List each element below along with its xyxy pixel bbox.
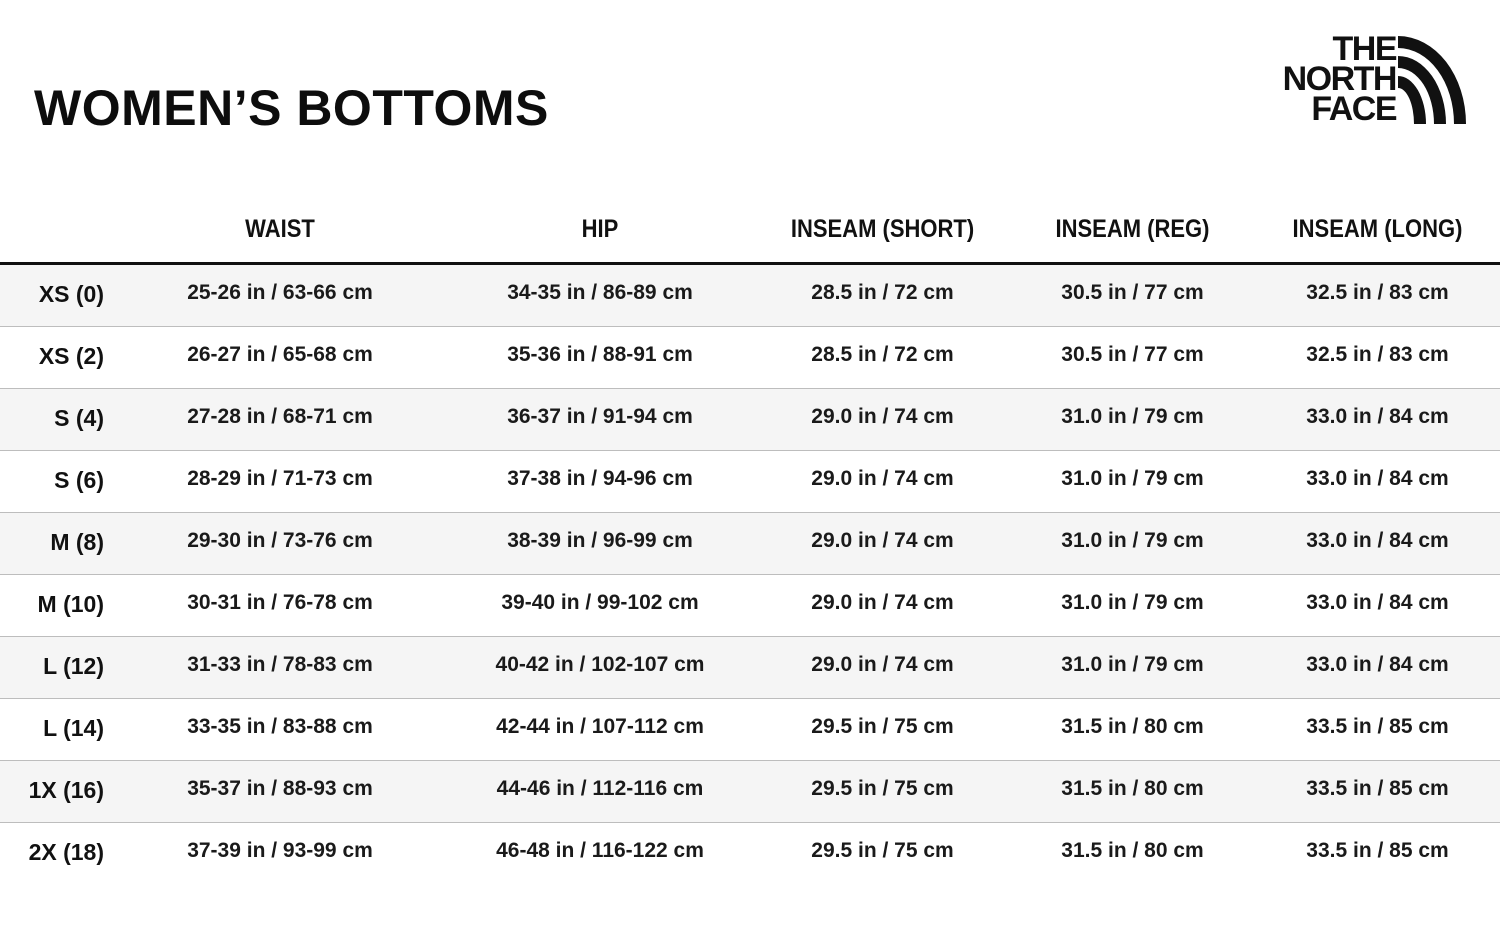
- table-row: [0, 823, 1500, 884]
- size-cell: S (4): [54, 405, 104, 431]
- waist-cell: 31-33 in / 78-83 cm: [187, 653, 373, 676]
- inseam-short-cell: 29.0 in / 74 cm: [811, 529, 954, 552]
- inseam-long-cell: 33.5 in / 85 cm: [1306, 839, 1449, 862]
- waist-cell: 26-27 in / 65-68 cm: [187, 343, 373, 366]
- inseam-long-cell: 32.5 in / 83 cm: [1306, 343, 1449, 366]
- inseam-short-cell: 29.5 in / 75 cm: [811, 777, 954, 800]
- table-row: [0, 327, 1500, 389]
- table-row: [0, 451, 1500, 513]
- inseam-short-cell: 29.0 in / 74 cm: [811, 653, 954, 676]
- hip-cell: 38-39 in / 96-99 cm: [507, 529, 693, 552]
- size-cell: S (6): [54, 467, 104, 493]
- size-cell: L (12): [43, 653, 104, 679]
- brand-logo-line-1: THE: [1332, 30, 1396, 68]
- hip-cell: 46-48 in / 116-122 cm: [496, 839, 704, 862]
- hip-cell: 39-40 in / 99-102 cm: [501, 591, 699, 614]
- column-header-inseam-long: INSEAM (LONG): [1292, 215, 1463, 243]
- table-row: [0, 761, 1500, 823]
- inseam-reg-cell: 31.5 in / 80 cm: [1061, 715, 1204, 738]
- waist-cell: 35-37 in / 88-93 cm: [187, 777, 373, 800]
- inseam-long-cell: 33.0 in / 84 cm: [1306, 529, 1449, 552]
- waist-cell: 28-29 in / 71-73 cm: [187, 467, 373, 490]
- inseam-reg-cell: 31.0 in / 79 cm: [1061, 405, 1204, 428]
- hip-cell: 34-35 in / 86-89 cm: [507, 281, 693, 304]
- inseam-short-cell: 29.5 in / 75 cm: [811, 839, 954, 862]
- inseam-long-cell: 32.5 in / 83 cm: [1306, 281, 1449, 304]
- size-cell: XS (2): [38, 343, 104, 369]
- inseam-reg-cell: 31.5 in / 80 cm: [1061, 777, 1204, 800]
- table-header-row: [0, 200, 1500, 265]
- inseam-reg-cell: 31.0 in / 79 cm: [1061, 653, 1204, 676]
- hip-cell: 35-36 in / 88-91 cm: [507, 343, 693, 366]
- hip-cell: 36-37 in / 91-94 cm: [507, 405, 693, 428]
- brand-logo: [1266, 30, 1466, 128]
- brand-logo-line-3: FACE: [1311, 90, 1396, 128]
- waist-cell: 25-26 in / 63-66 cm: [187, 281, 373, 304]
- inseam-short-cell: 29.5 in / 75 cm: [811, 715, 954, 738]
- table-row: [0, 389, 1500, 451]
- inseam-reg-cell: 30.5 in / 77 cm: [1061, 281, 1204, 304]
- half-dome-logo-icon: [1398, 36, 1466, 124]
- table-row: [0, 699, 1500, 761]
- inseam-short-cell: 28.5 in / 72 cm: [811, 281, 954, 304]
- table-body: [0, 265, 1500, 884]
- inseam-short-cell: 29.0 in / 74 cm: [811, 591, 954, 614]
- waist-cell: 37-39 in / 93-99 cm: [187, 839, 373, 862]
- inseam-reg-cell: 31.0 in / 79 cm: [1061, 591, 1204, 614]
- inseam-reg-cell: 30.5 in / 77 cm: [1061, 343, 1204, 366]
- table-row: [0, 575, 1500, 637]
- size-cell: 2X (18): [28, 839, 104, 865]
- inseam-long-cell: 33.0 in / 84 cm: [1306, 405, 1449, 428]
- inseam-long-cell: 33.5 in / 85 cm: [1306, 715, 1449, 738]
- table-row: [0, 265, 1500, 327]
- brand-logo-line-2: NORTH: [1282, 60, 1396, 98]
- table-row: [0, 513, 1500, 575]
- inseam-short-cell: 29.0 in / 74 cm: [811, 405, 954, 428]
- inseam-reg-cell: 31.0 in / 79 cm: [1061, 467, 1204, 490]
- table-row: [0, 637, 1500, 699]
- inseam-long-cell: 33.0 in / 84 cm: [1306, 467, 1449, 490]
- inseam-reg-cell: 31.5 in / 80 cm: [1061, 839, 1204, 862]
- inseam-short-cell: 28.5 in / 72 cm: [811, 343, 954, 366]
- inseam-reg-cell: 31.0 in / 79 cm: [1061, 529, 1204, 552]
- hip-cell: 44-46 in / 112-116 cm: [496, 777, 704, 800]
- waist-cell: 33-35 in / 83-88 cm: [187, 715, 373, 738]
- waist-cell: 30-31 in / 76-78 cm: [187, 591, 373, 614]
- size-cell: 1X (16): [28, 777, 104, 803]
- hip-cell: 42-44 in / 107-112 cm: [496, 715, 704, 738]
- column-header-inseam-reg: INSEAM (REG): [1055, 215, 1210, 243]
- column-header-hip: HIP: [581, 215, 619, 243]
- size-cell: XS (0): [38, 281, 104, 307]
- inseam-long-cell: 33.0 in / 84 cm: [1306, 591, 1449, 614]
- hip-cell: 40-42 in / 102-107 cm: [495, 653, 705, 676]
- size-chart-table: [0, 200, 1500, 884]
- column-header-inseam-short: INSEAM (SHORT): [790, 215, 975, 243]
- hip-cell: 37-38 in / 94-96 cm: [507, 467, 693, 490]
- inseam-short-cell: 29.0 in / 74 cm: [811, 467, 954, 490]
- size-cell: L (14): [43, 715, 104, 741]
- size-cell: M (8): [50, 529, 104, 555]
- size-cell: M (10): [37, 591, 104, 617]
- page-title: WOMEN’S BOTTOMS: [34, 80, 549, 136]
- inseam-long-cell: 33.5 in / 85 cm: [1306, 777, 1449, 800]
- waist-cell: 29-30 in / 73-76 cm: [187, 529, 373, 552]
- waist-cell: 27-28 in / 68-71 cm: [187, 405, 373, 428]
- column-header-waist: WAIST: [245, 215, 315, 243]
- inseam-long-cell: 33.0 in / 84 cm: [1306, 653, 1449, 676]
